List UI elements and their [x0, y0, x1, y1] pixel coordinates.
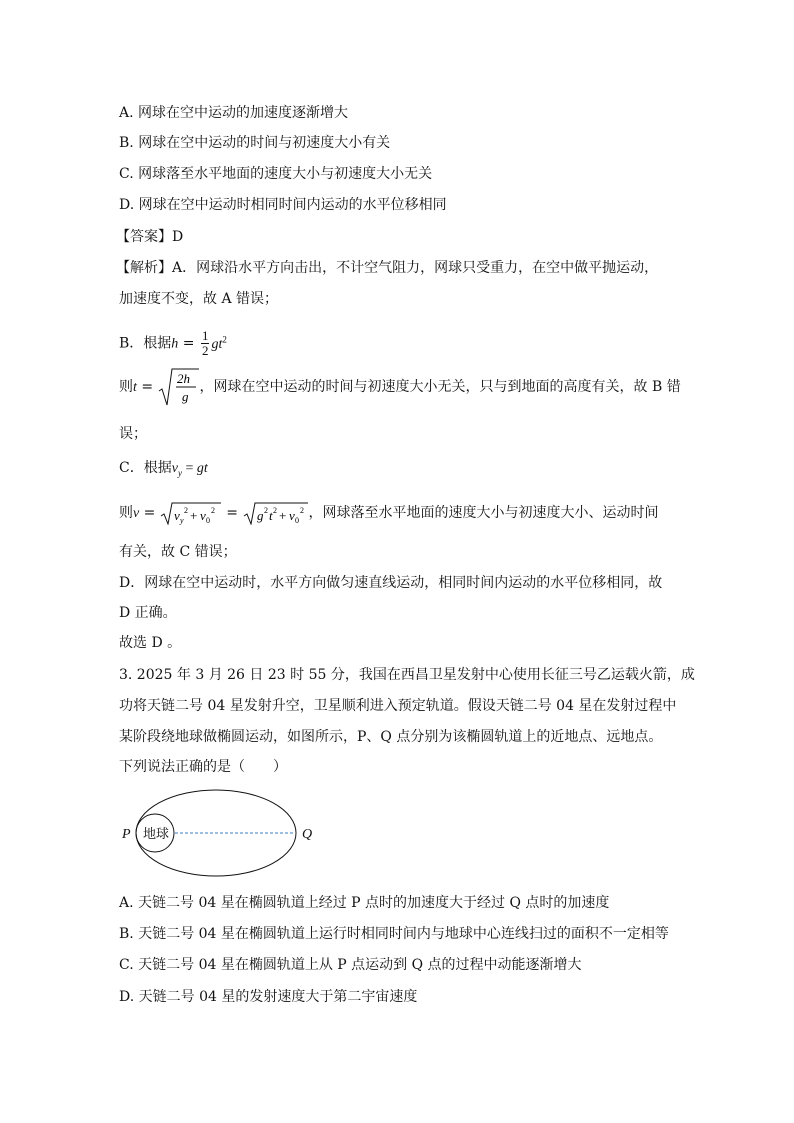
- analysis-b2-suffix: ，网球在空中运动的时间与初速度大小无关，只与到地面的高度有关，故 B 错: [199, 379, 681, 395]
- q3-stem-line4: 下列说法正确的是（ ）: [119, 759, 287, 775]
- formula-half: $\frac{1}{2}$: [201, 328, 209, 359]
- svg-text:2: 2: [210, 506, 215, 515]
- formula-gt2: $gt^2$: [211, 334, 227, 352]
- svg-text:g: g: [256, 508, 263, 523]
- svg-text:2: 2: [263, 506, 268, 515]
- answer-line: [116, 228, 183, 246]
- q3-stem-line1: 3. 2025 年 3 月 26 日 23 时 55 分，我国在西昌卫星发射中心使用长征三号乙运载火箭，成: [119, 667, 695, 683]
- orbit-figure: [118, 788, 318, 878]
- analysis-a-text: A．网球沿水平方向击出，不计空气阻力，网球只受重力，在空中做平抛运动，: [172, 260, 659, 276]
- q2-option-b: B. 网球在空中运动的时间与初速度大小有关: [119, 135, 391, 151]
- analysis-b2-cont: 误；: [119, 426, 147, 442]
- svg-text:v: v: [173, 508, 180, 523]
- analysis-d-line1: D．网球在空中运动时，水平方向做匀速直线运动，相同时间内运动的水平位移相同，故: [119, 575, 663, 591]
- q3-option-c: C. 天链二号 04 星在椭圆轨道上从 P 点运动到 Q 点的过程中动能逐渐增大: [119, 957, 582, 973]
- formula-vy-gt: $v_y$ = gt: [171, 461, 208, 478]
- analysis-b2-line: 则t = 2h g ，网球在空中运动的时间与初速度大小无关，只与到地面的高度有关，故 B 错: [119, 367, 681, 408]
- analysis-a-line1: [116, 259, 658, 277]
- svg-text:2h: 2h: [176, 371, 190, 386]
- sqrt-2h-over-g: [158, 367, 200, 407]
- q3-stem-line3: 某阶段绕地球做椭圆运动，如图所示，P、Q 点分别为该椭圆轨道上的近地点、远地点。: [119, 729, 663, 745]
- point-q-label: Q: [302, 827, 313, 842]
- svg-text:v: v: [199, 508, 206, 523]
- point-p-label: P: [122, 827, 131, 842]
- analysis-c2-prefix: 则: [119, 505, 133, 521]
- svg-text:t: t: [268, 508, 273, 523]
- svg-text:v: v: [288, 508, 295, 523]
- svg-text:+: +: [278, 508, 286, 523]
- answer-label: 【答案】: [116, 229, 172, 245]
- analysis-b-prefix: B．根据: [119, 335, 172, 352]
- q3-option-b: B. 天链二号 04 星在椭圆轨道上运行时相同时间内与地球中心连线扫过的面积不一定相等: [119, 926, 669, 942]
- orbit-diagram: [118, 788, 318, 878]
- conclusion: 故选 D 。: [119, 635, 182, 651]
- svg-text:2: 2: [272, 506, 277, 515]
- svg-text:2: 2: [183, 506, 188, 515]
- answer-value: D: [172, 229, 184, 245]
- sqrt-vy2-v02: [160, 501, 222, 525]
- analysis-label: 【解析】: [116, 260, 172, 276]
- svg-text:0: 0: [205, 516, 210, 525]
- q2-option-a: A. 网球在空中运动的加速度逐渐增大: [119, 105, 349, 121]
- q3-option-d: D. 天链二号 04 星的发射速度大于第二宇宙速度: [119, 989, 418, 1005]
- svg-text:0: 0: [294, 516, 299, 525]
- svg-text:y: y: [179, 516, 184, 525]
- q3-stem-line2: 功将天链二号 04 星发射升空，卫星顺利进入预定轨道。假设天链二号 04 星在发射过程中: [119, 698, 677, 714]
- analysis-c-prefix: C．根据: [119, 460, 172, 476]
- earth-label: 地球: [143, 827, 170, 842]
- svg-text:g: g: [181, 389, 189, 404]
- q2-option-d: D. 网球在空中运动时相同时间内运动的水平位移相同: [119, 197, 447, 213]
- analysis-c-line: [119, 459, 208, 482]
- analysis-d-line2: D 正确。: [119, 605, 177, 621]
- analysis-c2-suffix: ，网球落至水平地面的速度大小与初速度大小、运动时间: [308, 505, 659, 521]
- analysis-c2-line: 则v = v y 2 + v 0 2 = g 2 t 2 + v 0 2 ，网球落至水平地面的速度大小与初速度大小、运动时间: [119, 500, 659, 527]
- analysis-a-line2: 加速度不变，故 A 错误；: [119, 291, 279, 307]
- q3-option-a: A. 天链二号 04 星在椭圆轨道上经过 P 点时的加速度大于经过 Q 点时的加速度: [119, 895, 610, 911]
- sqrt-g2t2-v02: [243, 501, 309, 525]
- formula-h: h: [171, 336, 179, 352]
- analysis-b2-prefix: 则: [119, 379, 133, 395]
- analysis-b-line: B．根据h = $\frac{1}{2}$ $gt^2$: [119, 328, 227, 359]
- svg-text:2: 2: [299, 506, 304, 515]
- analysis-c2-cont: 有关，故 C 错误；: [119, 544, 237, 560]
- svg-text:+: +: [189, 508, 198, 523]
- q2-option-c: C. 网球落至水平地面的速度大小与初速度大小无关: [119, 166, 433, 182]
